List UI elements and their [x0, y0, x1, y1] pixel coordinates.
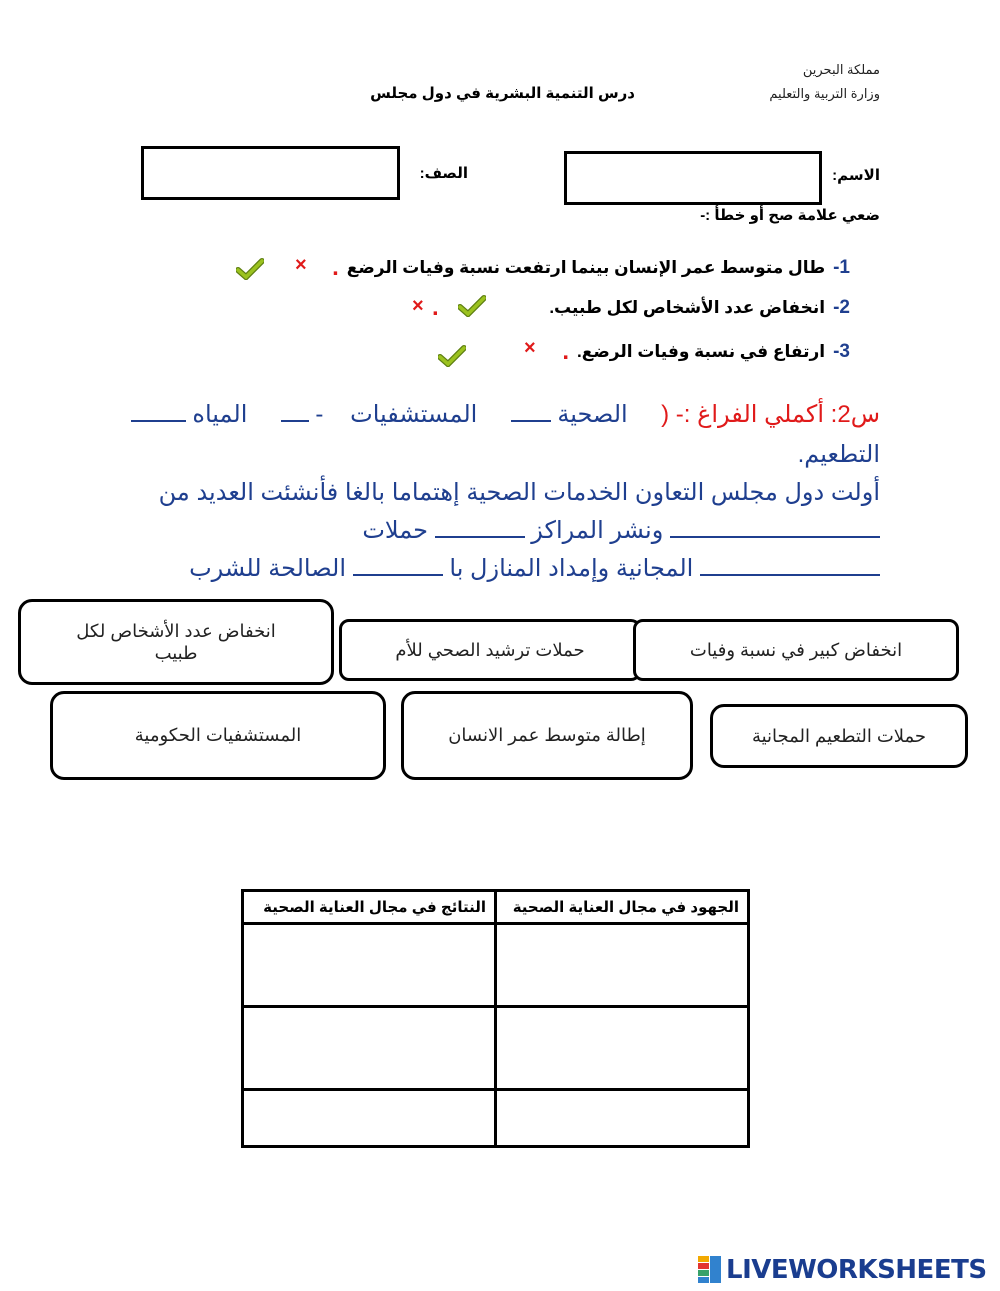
- fill-blank-line-2: التطعيم.: [797, 441, 880, 468]
- question-number: 3-: [833, 341, 850, 362]
- card-text: حملات التطعيم المجانية: [751, 725, 927, 746]
- ministry-label: وزارة التربية والتعليم: [769, 86, 880, 101]
- answer-card[interactable]: [18, 599, 334, 685]
- cross-icon[interactable]: ×: [295, 254, 307, 276]
- question-number: 2-: [833, 297, 850, 318]
- table-header-row: [243, 891, 749, 924]
- drop-cell[interactable]: [496, 1090, 749, 1147]
- drop-cell[interactable]: [243, 924, 496, 1007]
- blank-line: [131, 404, 186, 422]
- results-table: [241, 889, 750, 1148]
- line-text: المجانية وإمداد المنازل با: [449, 555, 694, 582]
- question-2: [549, 297, 850, 319]
- question-1: [332, 254, 850, 282]
- kingdom-label: مملكة البحرين: [802, 62, 880, 77]
- cross-icon[interactable]: ×: [412, 295, 424, 317]
- answer-card[interactable]: [710, 704, 968, 768]
- dot-mark: .: [562, 338, 570, 365]
- blank-line: [281, 404, 309, 422]
- class-label: الصف:: [419, 165, 468, 182]
- card-text: حملات ترشيد الصحي للأم: [395, 639, 585, 660]
- check-icon[interactable]: [438, 345, 466, 367]
- column-header-efforts: الجهود في مجال العناية الصحية: [496, 891, 749, 924]
- name-label: الاسم:: [832, 167, 880, 184]
- fill-blank-line-3: أولت دول مجلس التعاون الخدمات الصحية إهتماما بالغا فأنشئت العديد من: [158, 479, 880, 506]
- dot-mark: .: [432, 294, 439, 321]
- lesson-title: درس التنمية البشرية في دول مجلس: [370, 85, 635, 102]
- blank-answer[interactable]: [435, 520, 525, 538]
- line-text: حملات: [362, 517, 428, 544]
- answer-card[interactable]: [50, 691, 386, 780]
- blank-answer[interactable]: [700, 558, 880, 576]
- check-icon[interactable]: [458, 295, 486, 317]
- logo-text: LIVEWORKSHEETS: [726, 1255, 987, 1285]
- fill-blank-heading: [131, 400, 880, 429]
- fill-blank-line-4: [362, 516, 880, 545]
- question-2-heading: س2: أكملي الفراغ :- (: [661, 401, 880, 428]
- answer-card[interactable]: [633, 619, 959, 681]
- table-row: [243, 924, 749, 1007]
- fill-blank-line-5: [189, 554, 880, 583]
- drop-cell[interactable]: [496, 924, 749, 1007]
- answer-card[interactable]: [339, 619, 641, 681]
- card-text: انخفاض كبير في نسبة وفيات: [689, 639, 903, 660]
- question-number: 1-: [833, 257, 850, 278]
- card-text: انخفاض عدد الأشخاص لكل طبيب: [76, 620, 276, 663]
- blank-answer[interactable]: [353, 558, 443, 576]
- name-field[interactable]: [564, 151, 822, 205]
- blank-answer[interactable]: [670, 520, 880, 538]
- table-row: [243, 1090, 749, 1147]
- blank-line: [511, 404, 551, 422]
- logo-blocks-icon: [698, 1256, 722, 1284]
- drop-cell[interactable]: [496, 1007, 749, 1090]
- class-field[interactable]: [141, 146, 400, 200]
- question-text: ارتفاع في نسبة وفيات الرضع.: [577, 342, 826, 361]
- table-row: [243, 1007, 749, 1090]
- liveworksheets-logo: [698, 1255, 987, 1285]
- card-text: إطالة متوسط عمر الانسان: [448, 725, 646, 746]
- line-text: ونشر المراكز: [531, 517, 664, 544]
- line-text: الصالحة للشرب: [189, 555, 347, 582]
- word-bank-item: المستشفيات: [350, 401, 478, 428]
- drop-cell[interactable]: [243, 1007, 496, 1090]
- word-bank-item: -: [315, 401, 324, 428]
- drop-cell[interactable]: [243, 1090, 496, 1147]
- answer-card[interactable]: [401, 691, 693, 780]
- question-3: [562, 338, 850, 366]
- check-icon[interactable]: [236, 258, 264, 280]
- card-text: المستشفيات الحكومية: [134, 725, 302, 746]
- question-text: انخفاض عدد الأشخاص لكل طبيب.: [549, 298, 826, 317]
- question-text: طال متوسط عمر الإنسان بينما ارتفعت نسبة وفيات الرضع: [346, 258, 826, 277]
- dot-mark: .: [332, 254, 339, 281]
- instruction-true-false: ضعي علامة صح أو خطأ :-: [700, 207, 880, 224]
- word-bank-item: الصحية: [557, 401, 628, 428]
- column-header-results: النتائج في مجال العناية الصحية: [243, 891, 496, 924]
- word-bank-item: المياه: [192, 401, 248, 428]
- cross-icon[interactable]: ×: [524, 337, 536, 359]
